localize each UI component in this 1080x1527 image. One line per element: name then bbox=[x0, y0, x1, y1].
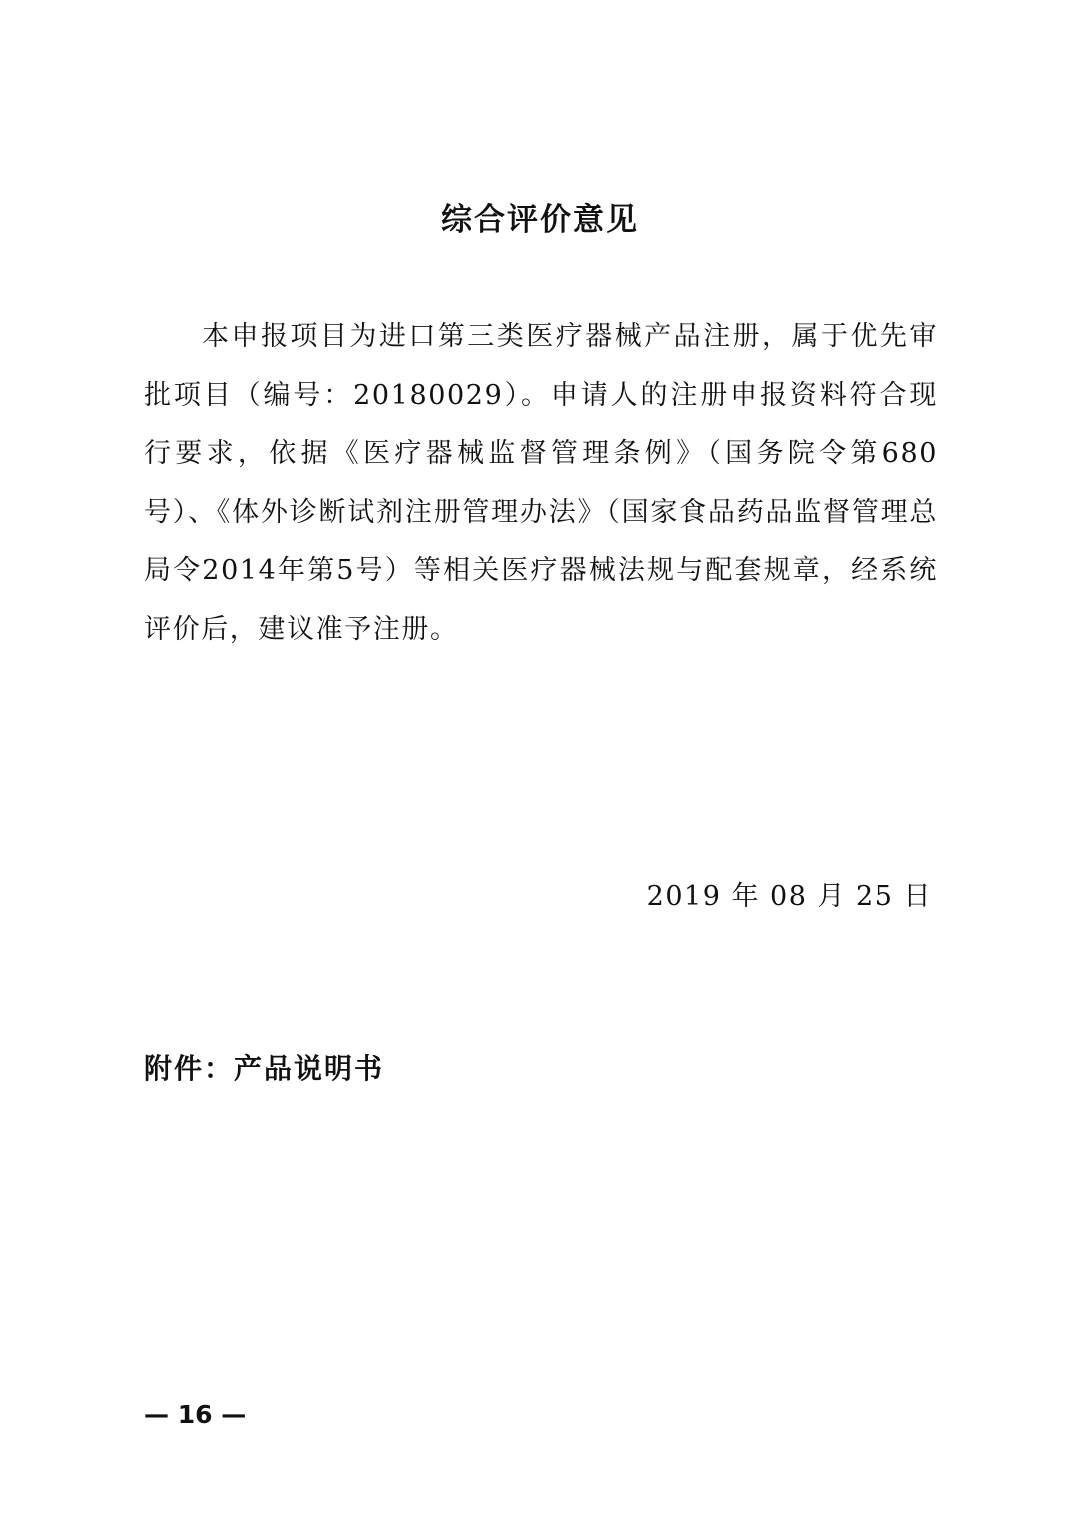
document-title: 综合评价意见 bbox=[441, 202, 639, 238]
evaluation-paragraph: 本申报项目为进口第三类医疗器械产品注册，属于优先审批项目（编号：20180029）。申请人的注册申报资料符合现行要求，依据《医疗器械监督管理条例》（国务院令第680号）、《体外诊断试剂注册管理办法》（国家食品药品监督管理总局令2014年第5号）等相关医疗器械法规与配套规章，经系统评价后，建议准予注册。 bbox=[144, 321, 938, 645]
document-date: 2019 年 08 月 25 日 bbox=[646, 881, 932, 912]
page-number: — 16 — bbox=[144, 1400, 247, 1429]
attachment-label: 附件：产品说明书 bbox=[144, 1052, 385, 1085]
